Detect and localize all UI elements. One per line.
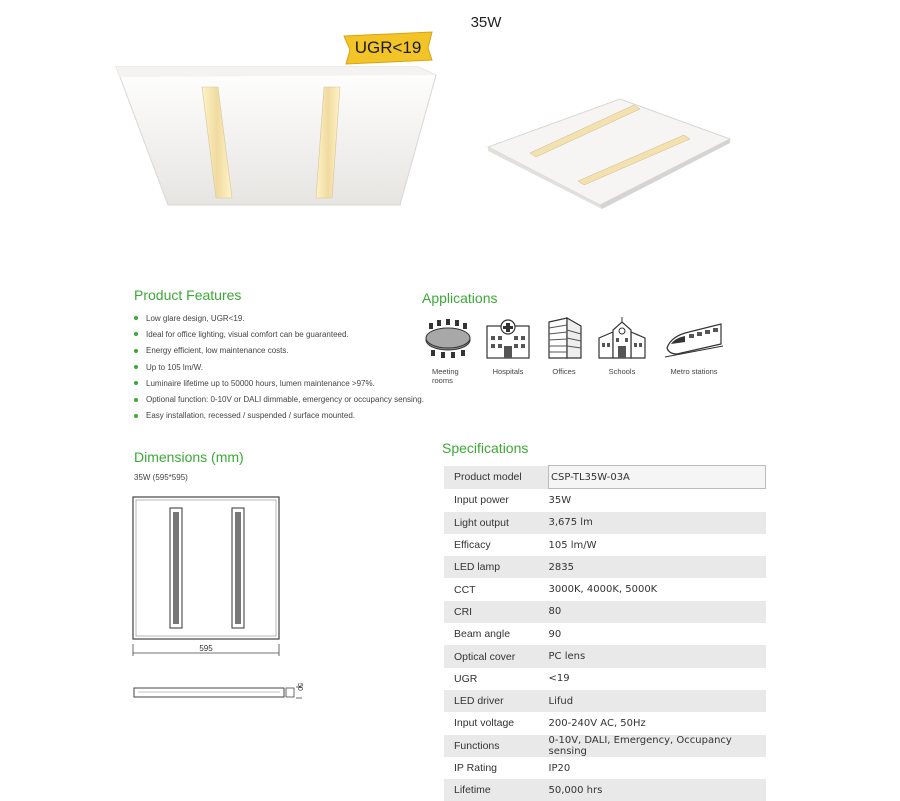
table-row: Input voltage 200-240V AC, 50Hz [444, 712, 766, 734]
table-row: Light output 3,675 lm [444, 512, 766, 534]
badge-text: UGR<19 [354, 38, 422, 57]
bullet-icon [134, 381, 138, 385]
application-label: Schools [608, 367, 636, 376]
application-offices [532, 316, 596, 376]
office-icon [535, 316, 593, 360]
bullet-icon [134, 365, 138, 369]
table-row: IP Rating IP20 [444, 757, 766, 779]
train-icon [663, 316, 725, 360]
hospital-icon [479, 316, 537, 360]
specifications-table [444, 465, 766, 801]
dimensions-heading: Dimensions (mm) [134, 449, 244, 465]
application-schools [590, 316, 654, 376]
list-item: Energy efficient, low maintenance costs. [134, 343, 424, 359]
side-dimension-label: 50 [296, 683, 303, 691]
specifications-heading: Specifications [442, 440, 529, 456]
ugr-badge [340, 30, 436, 66]
table-row: CRI 80 [444, 601, 766, 623]
features-heading: Product Features [134, 287, 242, 303]
table-row: LED lamp 2835 [444, 556, 766, 578]
features-list [134, 310, 424, 424]
applications-heading: Applications [422, 290, 498, 306]
application-label: Offices [552, 367, 576, 376]
table-row: Input power 35W [444, 489, 766, 512]
bullet-icon [134, 316, 138, 320]
bullet-icon [134, 398, 138, 402]
dimension-drawing-side [130, 684, 320, 704]
table-row: UGR <19 [444, 668, 766, 690]
table-row: Beam angle 90 [444, 623, 766, 645]
meeting-room-icon [419, 316, 477, 360]
page-title: 35W [470, 14, 502, 31]
table-row: LED driver Lifud [444, 690, 766, 712]
dimensions-subtitle: 35W (595*595) [134, 473, 188, 482]
bullet-icon [134, 332, 138, 336]
panel-angled-image [480, 95, 740, 215]
application-label: Metro stations [670, 367, 718, 376]
table-row: Lifetime 50,000 hrs [444, 779, 766, 801]
table-row: CCT 3000K, 4000K, 5000K [444, 578, 766, 600]
list-item: Ideal for office lighting, visual comfort can be guaranteed. [134, 326, 424, 342]
list-item: Low glare design, UGR<19. [134, 310, 424, 326]
bullet-icon [134, 414, 138, 418]
application-meeting-rooms [416, 316, 480, 385]
school-icon [593, 316, 651, 360]
application-label: Hospitals [492, 367, 524, 376]
table-row: Efficacy 105 lm/W [444, 534, 766, 556]
dimension-drawing-front [130, 494, 290, 660]
list-item: Easy installation, recessed / suspended / surface mounted. [134, 408, 424, 424]
application-hospitals [476, 316, 540, 376]
application-metro-stations [660, 316, 728, 376]
table-row: Functions 0-10V, DALI, Emergency, Occupancy sensing [444, 735, 766, 757]
list-item: Up to 105 lm/W. [134, 359, 424, 375]
bullet-icon [134, 349, 138, 353]
width-dimension-label: 595 [199, 644, 213, 653]
list-item: Luminaire lifetime up to 50000 hours, lumen maintenance >97%. [134, 375, 424, 391]
application-label: Meeting rooms [432, 367, 459, 385]
table-row: Product model CSP-TL35W-03A [444, 466, 766, 489]
table-row: Optical cover PC lens [444, 645, 766, 667]
list-item: Optional function: 0-10V or DALI dimmable, emergency or occupancy sensing. [134, 391, 424, 407]
panel-front-image [110, 55, 450, 215]
